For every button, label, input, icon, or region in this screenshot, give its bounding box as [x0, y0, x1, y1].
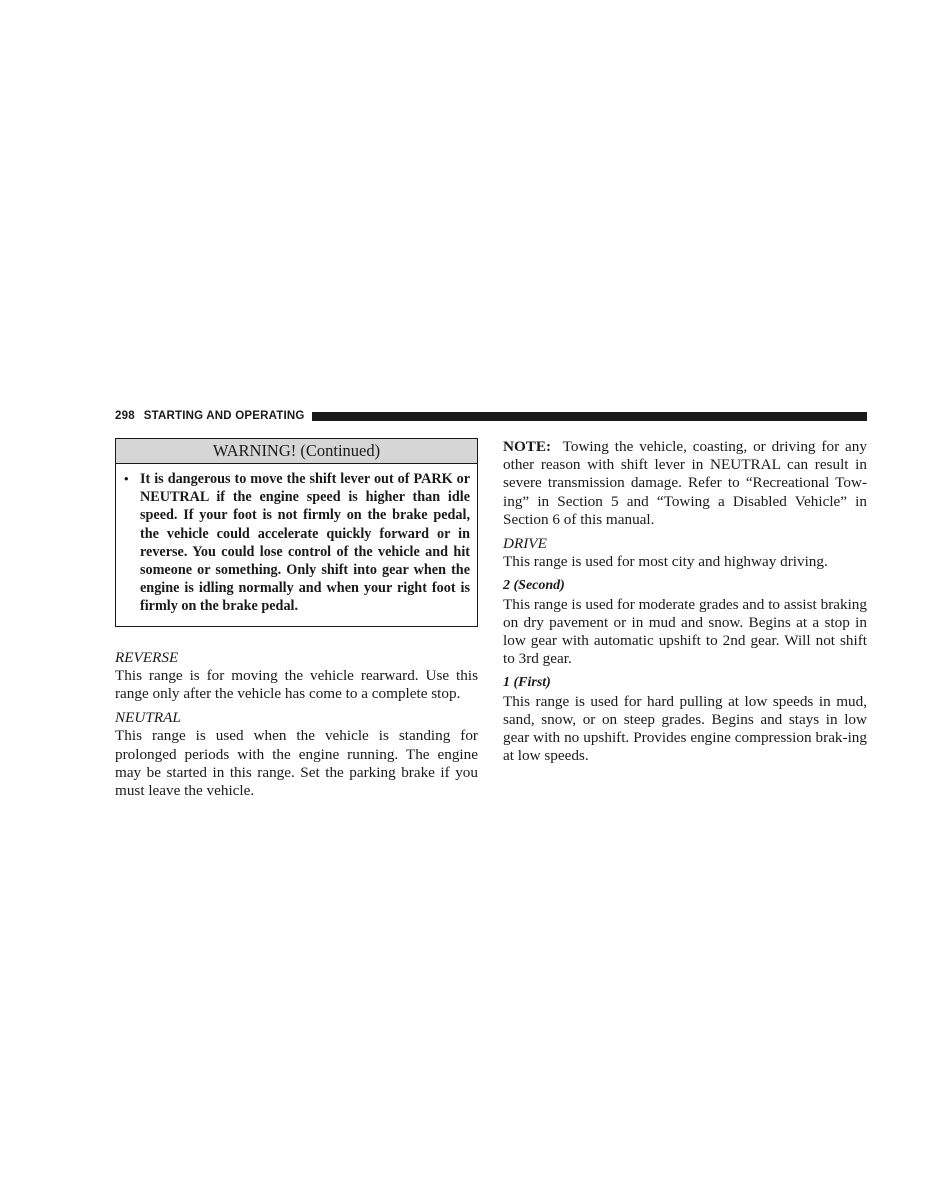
first-heading: 1 (First) — [503, 675, 551, 691]
warning-text: It is dangerous to move the shift lever out of PARK or NEUTRAL if the engine speed is higher than idle speed. If your foot is not firmly on the brake pedal, the vehicle could accelerate quickly forward or in reverse. You could lose control of the vehicle and hit someone or something. Only shift into gear when the engine is idling normally and when your right foot is firmly on the brake pedal. — [140, 471, 470, 615]
bullet-icon: • — [124, 471, 129, 486]
warning-box — [115, 438, 478, 627]
warning-body — [116, 464, 477, 626]
neutral-text: This range is used when the vehicle is standing for prolonged periods with the engine running. The engine may be started in this range. Set the parking brake if you must leave the vehicle. — [115, 727, 478, 800]
page-number: 298 — [115, 410, 135, 422]
neutral-heading: NEUTRAL — [115, 709, 181, 727]
reverse-text: This range is for moving the vehicle rearward. Use this range only after the vehicle has come to a complete stop. — [115, 666, 478, 703]
right-column — [503, 438, 867, 765]
note-label: NOTE: — [503, 438, 552, 455]
first-text: This range is used for hard pulling at low speeds in mud, sand, snow, or on steep grades. Begins and stays in low gear with no upshift. Provides engine compression brak-ing at low speeds. — [503, 692, 867, 765]
note-text: Towing the vehicle, coasting, or driving for any other reason with shift lever in NEUTRAL can result in severe transmission damage. Refer to “Recreational Tow-ing” in Section 5 and “Towing a Disabled Vehicle” in Section 6 of this manual. — [503, 438, 867, 528]
drive-text: This range is used for most city and highway driving. — [503, 553, 828, 571]
second-text: This range is used for moderate grades and to assist braking on dry pavement or in mud and snow. Begins at a stop in low gear with automatic upshift to 2nd gear. Will not shift to 3rd gear. — [503, 595, 867, 668]
section-title: STARTING AND OPERATING — [143, 410, 305, 422]
page-header — [115, 409, 867, 423]
left-column — [115, 438, 478, 800]
note-paragraph — [503, 438, 867, 529]
drive-heading: DRIVE — [503, 535, 547, 553]
header-rule — [312, 412, 867, 421]
warning-title: WARNING! (Continued) — [116, 439, 477, 464]
second-heading: 2 (Second) — [503, 578, 565, 594]
reverse-heading: REVERSE — [115, 648, 179, 666]
